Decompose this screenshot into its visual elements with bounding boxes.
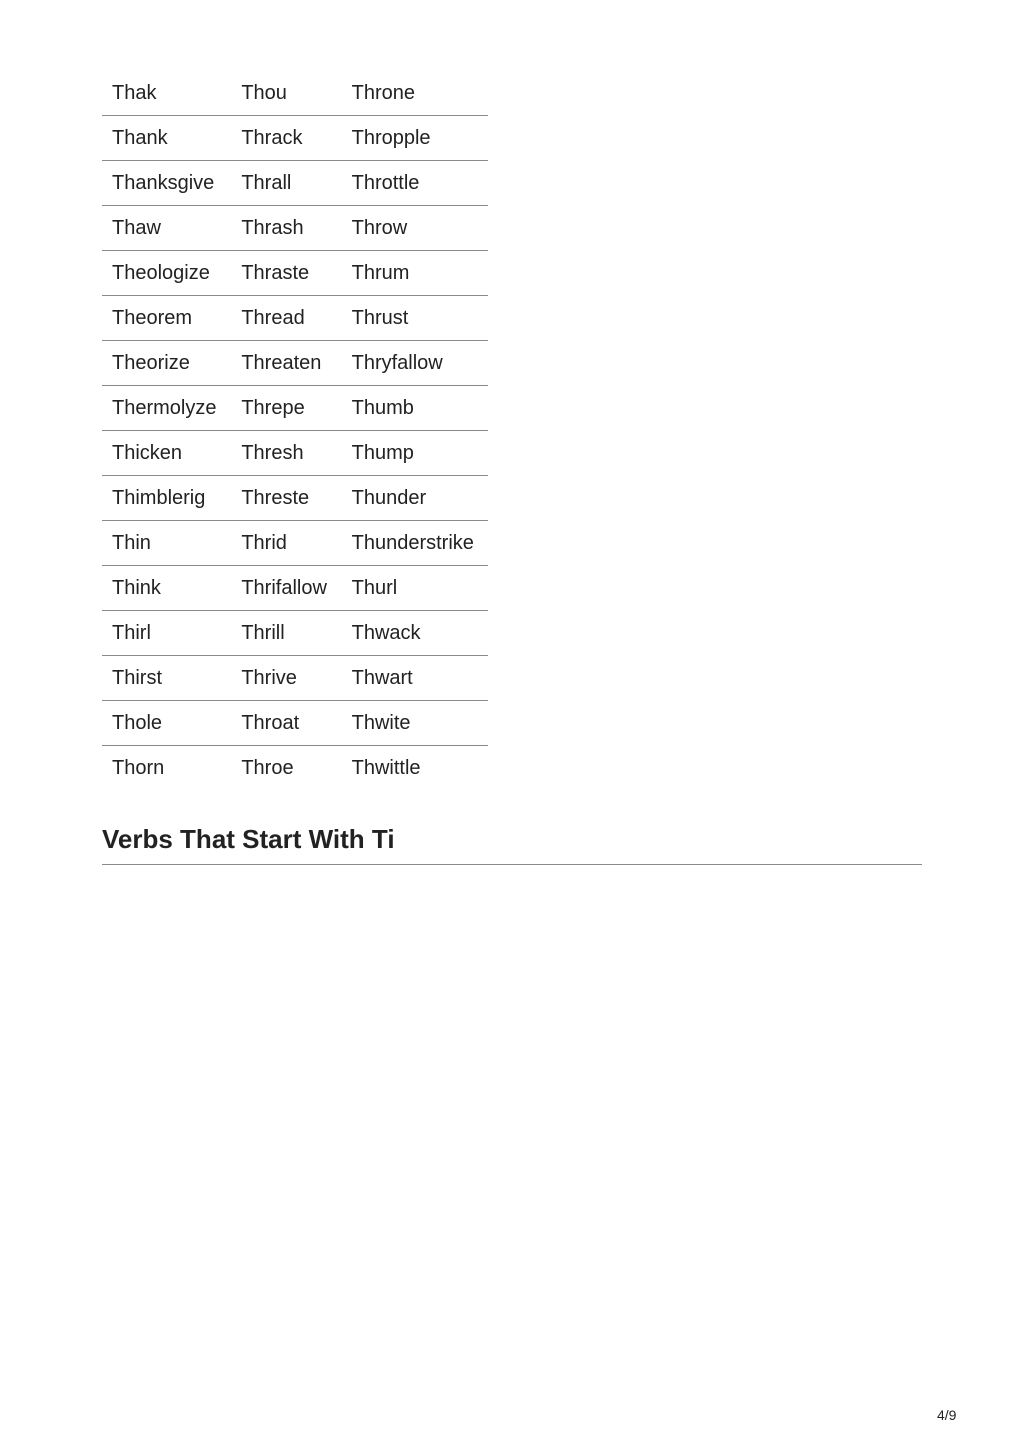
table-cell: Throne [342,71,488,116]
table-cell: Thin [102,521,231,566]
table-row [102,521,488,566]
table-cell: Thirl [102,611,231,656]
table-row [102,251,488,296]
table-cell: Thrack [231,116,341,161]
table-cell: Thirst [102,656,231,701]
section-heading: Verbs That Start With Ti [102,822,922,865]
table-row [102,206,488,251]
table-cell: Throe [241,757,294,779]
table-cell: Thread [231,296,341,341]
table-cell: Theorize [102,341,231,386]
table-row [102,386,488,431]
table-cell: Thank [102,116,231,161]
table-row [102,476,488,521]
table-cell: Thrid [231,521,341,566]
table-cell: Thrall [231,161,341,206]
table-cell: Throttle [342,161,488,206]
table-cell: Thrash [231,206,341,251]
table-cell: Thrifallow [231,566,341,611]
table-cell: Thryfallow [342,341,488,386]
table-cell: Thorn [112,757,165,779]
table-cell: Threaten [231,341,341,386]
table-cell: Thimblerig [102,476,231,521]
word-table [102,71,488,790]
table-cell: Thrive [231,656,341,701]
table-cell: Throw [342,206,488,251]
table-cell: Throat [231,701,341,746]
table-row [102,566,488,611]
table-row [102,161,488,206]
table-cell: Thou [231,71,341,116]
table-cell: Thrust [342,296,488,341]
table-row [102,341,488,386]
table-cell: Thwittle [351,757,421,779]
table-row [102,656,488,701]
table-row [102,431,488,476]
table-cell: Thunderstrike [342,521,488,566]
table-cell: Thraste [231,251,341,296]
table-cell: Thresh [231,431,341,476]
table-cell: Thumb [342,386,488,431]
table-cell: Thurl [342,566,488,611]
table-cell: Thermolyze [102,386,231,431]
table-cell: Thropple [342,116,488,161]
table-row [102,71,488,116]
table-row [102,296,488,341]
table-cell: Theologize [102,251,231,296]
table-row [102,611,488,656]
table-cell: Thak [102,71,231,116]
table-row [102,746,488,791]
page-number: 4/9 [937,1407,957,1423]
table-cell: Threpe [231,386,341,431]
table-cell: Thrill [231,611,341,656]
table-cell: Threste [231,476,341,521]
table-row [102,701,488,746]
table-cell: Thanksgive [102,161,231,206]
table-cell: Thunder [342,476,488,521]
table-cell: Think [102,566,231,611]
table-cell: Theorem [102,296,231,341]
table-cell: Thaw [102,206,231,251]
word-table-body [102,71,488,790]
table-cell: Thump [342,431,488,476]
table-cell: Thicken [102,431,231,476]
table-cell: Thrum [342,251,488,296]
table-cell: Thwack [342,611,488,656]
table-row [102,116,488,161]
table-cell: Thwart [342,656,488,701]
table-cell: Thwite [342,701,488,746]
table-cell: Thole [102,701,231,746]
